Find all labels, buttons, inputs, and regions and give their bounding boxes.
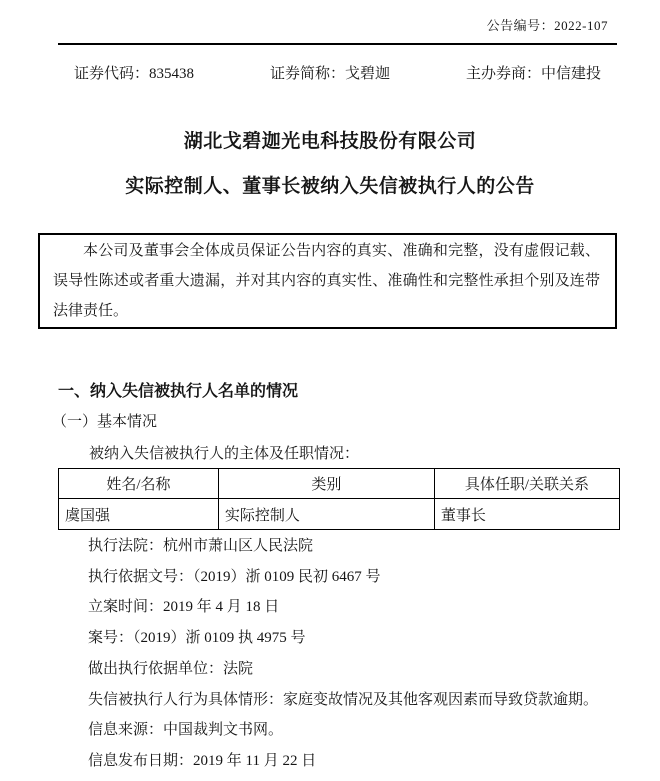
detail-information-source: 信息来源：中国裁判文书网。 bbox=[88, 722, 284, 739]
announcement-number: 公告编号：2022-107 bbox=[486, 18, 608, 33]
table-header-category: 类别 bbox=[218, 469, 434, 499]
sponsor-broker: 主办券商：中信建投 bbox=[465, 66, 601, 82]
announcement-subject: 实际控制人、董事长被纳入失信被执行人的公告 bbox=[125, 176, 535, 197]
detail-basis-issuing-unit: 做出执行依据单位：法院 bbox=[88, 660, 254, 677]
securities-short-name: 证券简称：戈碧迦 bbox=[269, 66, 390, 82]
cell-person-category: 实际控制人 bbox=[218, 499, 434, 530]
detail-lines bbox=[58, 531, 630, 777]
disclaimer-text: 本公司及董事会全体成员保证公告内容的真实、准确和完整，没有虚假记载、误导性陈述或者重大遗漏，并对其内容的真实性、准确性和完整性承担个别及连带法律责任。 bbox=[53, 243, 600, 319]
header-divider bbox=[58, 43, 617, 45]
cell-person-name: 虞国强 bbox=[59, 499, 219, 530]
securities-info-row bbox=[58, 62, 617, 83]
table-intro-text: 被纳入失信被执行人的主体及任职情况： bbox=[89, 446, 360, 462]
section1-subheading: （一）基本情况 bbox=[52, 414, 158, 430]
executed-person-table bbox=[58, 468, 620, 530]
table-header-row bbox=[59, 469, 620, 499]
detail-dishonesty-circumstances: 失信被执行人行为具体情形：家庭变故情况及其他客观因素而导致贷款逾期。 bbox=[88, 691, 599, 708]
cell-person-position: 董事长 bbox=[434, 499, 619, 530]
detail-basis-document-number: 执行依据文号：（2019）浙 0109 民初 6467 号 bbox=[88, 568, 381, 585]
disclaimer-box bbox=[38, 233, 617, 329]
detail-executing-court: 执行法院：杭州市萧山区人民法院 bbox=[88, 538, 314, 554]
company-title: 湖北戈碧迦光电科技股份有限公司 bbox=[183, 131, 477, 152]
section1-heading: 一、纳入失信被执行人名单的情况 bbox=[58, 383, 299, 400]
detail-publish-date: 信息发布日期：2019 年 11 月 22 日 bbox=[88, 752, 317, 769]
table-header-position: 具体任职/关联关系 bbox=[434, 469, 619, 499]
detail-case-number: 案号：（2019）浙 0109 执 4975 号 bbox=[88, 630, 306, 647]
detail-filing-date: 立案时间：2019 年 4 月 18 日 bbox=[88, 599, 280, 616]
table-row bbox=[59, 499, 620, 530]
table-header-name: 姓名/名称 bbox=[59, 469, 219, 499]
securities-code: 证券代码：835438 bbox=[74, 66, 195, 82]
